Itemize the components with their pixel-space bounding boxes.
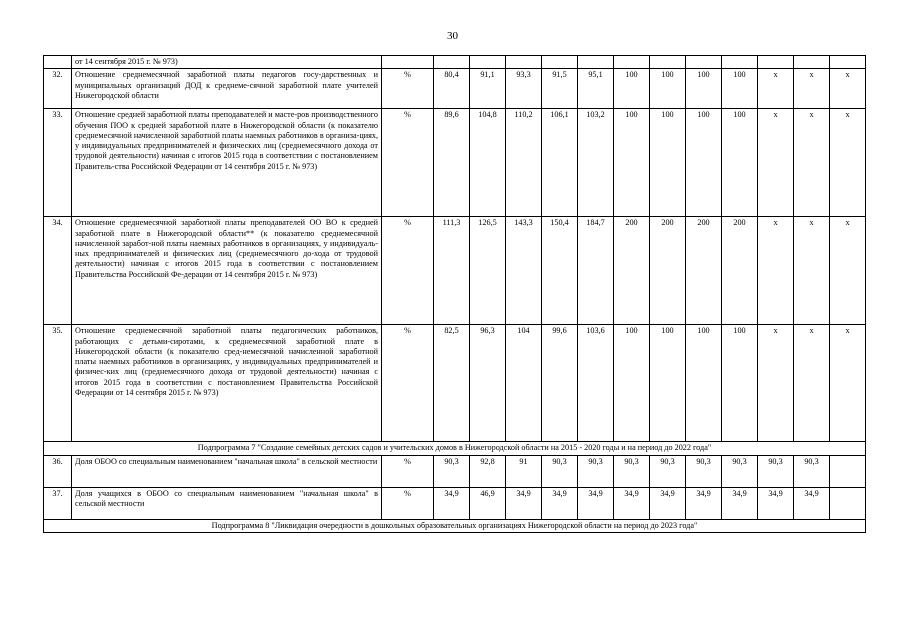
value-cell: 100 <box>722 69 758 109</box>
value-cell: 200 <box>686 217 722 325</box>
value-cell: 100 <box>686 69 722 109</box>
value-cell: 90,3 <box>614 455 650 487</box>
value-cell: 90,3 <box>542 455 578 487</box>
value-cell: 103,6 <box>578 325 614 442</box>
indicator-text: Доля учащихся в ОБОО со специальным наименованием "начальная школа" в сельской местности <box>72 487 382 519</box>
value-cell: 126,5 <box>470 217 506 325</box>
row-number: 37. <box>44 487 72 519</box>
value-cell: 34,9 <box>506 487 542 519</box>
value-cell: 184,7 <box>578 217 614 325</box>
value-cell: 82,5 <box>434 325 470 442</box>
value-cell: x <box>758 69 794 109</box>
value-cell: 91 <box>506 455 542 487</box>
value-cell: 104,8 <box>470 109 506 217</box>
value-cell: 106,1 <box>542 109 578 217</box>
value-cell: 100 <box>650 325 686 442</box>
value-cell: 90,3 <box>722 455 758 487</box>
value-cell: 95,1 <box>578 69 614 109</box>
value-cell: 110,2 <box>506 109 542 217</box>
row-number <box>44 56 72 69</box>
value-cell: 34,9 <box>614 487 650 519</box>
value-cell: x <box>794 69 830 109</box>
value-cell: 90,3 <box>686 455 722 487</box>
value-cell: x <box>830 325 866 442</box>
value-cell: x <box>830 217 866 325</box>
value-cell: 90,3 <box>794 455 830 487</box>
value-cell <box>830 455 866 487</box>
value-cell: 100 <box>614 109 650 217</box>
value-cell: 34,9 <box>650 487 686 519</box>
value-cell: 100 <box>686 325 722 442</box>
table-row <box>44 217 866 325</box>
indicators-table <box>43 55 866 533</box>
value-cell: 34,9 <box>542 487 578 519</box>
unit-cell: % <box>382 69 434 109</box>
unit-cell: % <box>382 217 434 325</box>
subprogram-title: Подпрограмма 7 "Создание семейных детских садов и учительских домов в Нижегородской области на 2015 - 2020 годы и на период до 2022 года" <box>44 442 866 455</box>
value-cell: 91,5 <box>542 69 578 109</box>
value-cell: 90,3 <box>434 455 470 487</box>
value-cell: x <box>794 325 830 442</box>
value-cell: 96,3 <box>470 325 506 442</box>
row-number: 35. <box>44 325 72 442</box>
table-row <box>44 325 866 442</box>
value-cell: 200 <box>722 217 758 325</box>
value-cell <box>830 487 866 519</box>
value-cell: 103,2 <box>578 109 614 217</box>
value-cell: x <box>758 325 794 442</box>
value-cell: 90,3 <box>650 455 686 487</box>
value-cell: x <box>830 69 866 109</box>
value-cell: x <box>758 217 794 325</box>
indicator-text: Отношение средней заработной платы преподавателей и масте-ров производственного обучения ПОО к средней заработной плате в Нижегородской области (к показателю среднемесячной начисленной заработной платы наемных работников в организа-циях, у индивидуальных предпринимателей и физических лиц (среднемесячного дохода от трудовой деятельности) начиная с итогов 2015 года в соответствии с постановлением Правитель-ства Российской Федерации от 14 сентября 2015 г. № 973) <box>72 109 382 217</box>
value-cell: x <box>794 109 830 217</box>
value-cell: 34,9 <box>686 487 722 519</box>
value-cell: 90,3 <box>758 455 794 487</box>
value-cell: 143,3 <box>506 217 542 325</box>
table-row <box>44 109 866 217</box>
value-cell: 34,9 <box>578 487 614 519</box>
unit-cell: % <box>382 109 434 217</box>
value-cell: 104 <box>506 325 542 442</box>
table-row <box>44 69 866 109</box>
value-cell: 80,4 <box>434 69 470 109</box>
value-cell: 34,9 <box>758 487 794 519</box>
value-cell: 93,3 <box>506 69 542 109</box>
value-cell: 200 <box>614 217 650 325</box>
value-cell: 34,9 <box>722 487 758 519</box>
value-cell: 100 <box>650 69 686 109</box>
value-cell: 91,1 <box>470 69 506 109</box>
page-number: 30 <box>447 30 458 42</box>
row-number: 36. <box>44 455 72 487</box>
table-row <box>44 487 866 519</box>
value-cell: 89,6 <box>434 109 470 217</box>
value-cell: 150,4 <box>542 217 578 325</box>
value-cell: x <box>794 217 830 325</box>
row-number: 33. <box>44 109 72 217</box>
continuation-row <box>44 56 866 69</box>
indicator-text: Отношение среднемесячной заработной платы педагогических работников, работающих с детьми-сиротами, к среднемесячной заработной плате в Нижегородской области (к показателю сред-немесячной начисленной заработной платы наемных работников в организациях, у индивидуальных предпринимателей и физичес-ких лиц (среднемесячного дохода от трудовой деятельности) начиная с итогов 2015 года в соответствии с постановлением Правительства Российской Федерации от 14 сентября 2015 г. № 973) <box>72 325 382 442</box>
unit-cell: % <box>382 325 434 442</box>
value-cell: 92,8 <box>470 455 506 487</box>
value-cell: 100 <box>650 109 686 217</box>
value-cell: 111,3 <box>434 217 470 325</box>
unit-cell: % <box>382 487 434 519</box>
indicator-text: Доля ОБОО со специальным наименованием "начальная школа" в сельской местности <box>72 455 382 487</box>
value-cell: 100 <box>614 325 650 442</box>
value-cell: 46,9 <box>470 487 506 519</box>
subprogram-title: Подпрограмма 8 "Ликвидация очередности в дошкольных образовательных организациях Нижегородской области на период до 2023 года" <box>44 519 866 532</box>
subprogram-row <box>44 442 866 455</box>
subprogram-row <box>44 519 866 532</box>
row-number: 34. <box>44 217 72 325</box>
indicator-text: от 14 сентября 2015 г. № 973) <box>72 56 382 69</box>
value-cell: 100 <box>722 109 758 217</box>
indicator-text: Отношение среднемесячной заработной платы педагогов госу-дарственных и муниципальных организаций ДОД к среднеме-сячной заработной плате учителей Нижегородской области <box>72 69 382 109</box>
value-cell: 100 <box>686 109 722 217</box>
table-row <box>44 455 866 487</box>
value-cell: 100 <box>614 69 650 109</box>
value-cell: x <box>758 109 794 217</box>
value-cell: x <box>830 109 866 217</box>
unit-cell: % <box>382 455 434 487</box>
value-cell: 90,3 <box>578 455 614 487</box>
row-number: 32. <box>44 69 72 109</box>
value-cell: 200 <box>650 217 686 325</box>
indicator-text: Отношение среднемесячной заработной платы преподавателей ОО ВО к средней заработной плате в Нижегородской области** (к показателю среднемесячной начисленной заработ-ной платы наемных работников в организациях, у индивидуаль-ных предпринимателей и физических лиц (среднемесячного до-хода от трудовой деятельности) начиная с итогов 2015 года в соответствии с постановлением Правительства Российской Фе-дерации от 14 сентября 2015 г. № 973) <box>72 217 382 325</box>
value-cell: 99,6 <box>542 325 578 442</box>
value-cell: 34,9 <box>794 487 830 519</box>
value-cell: 34,9 <box>434 487 470 519</box>
value-cell: 100 <box>722 325 758 442</box>
